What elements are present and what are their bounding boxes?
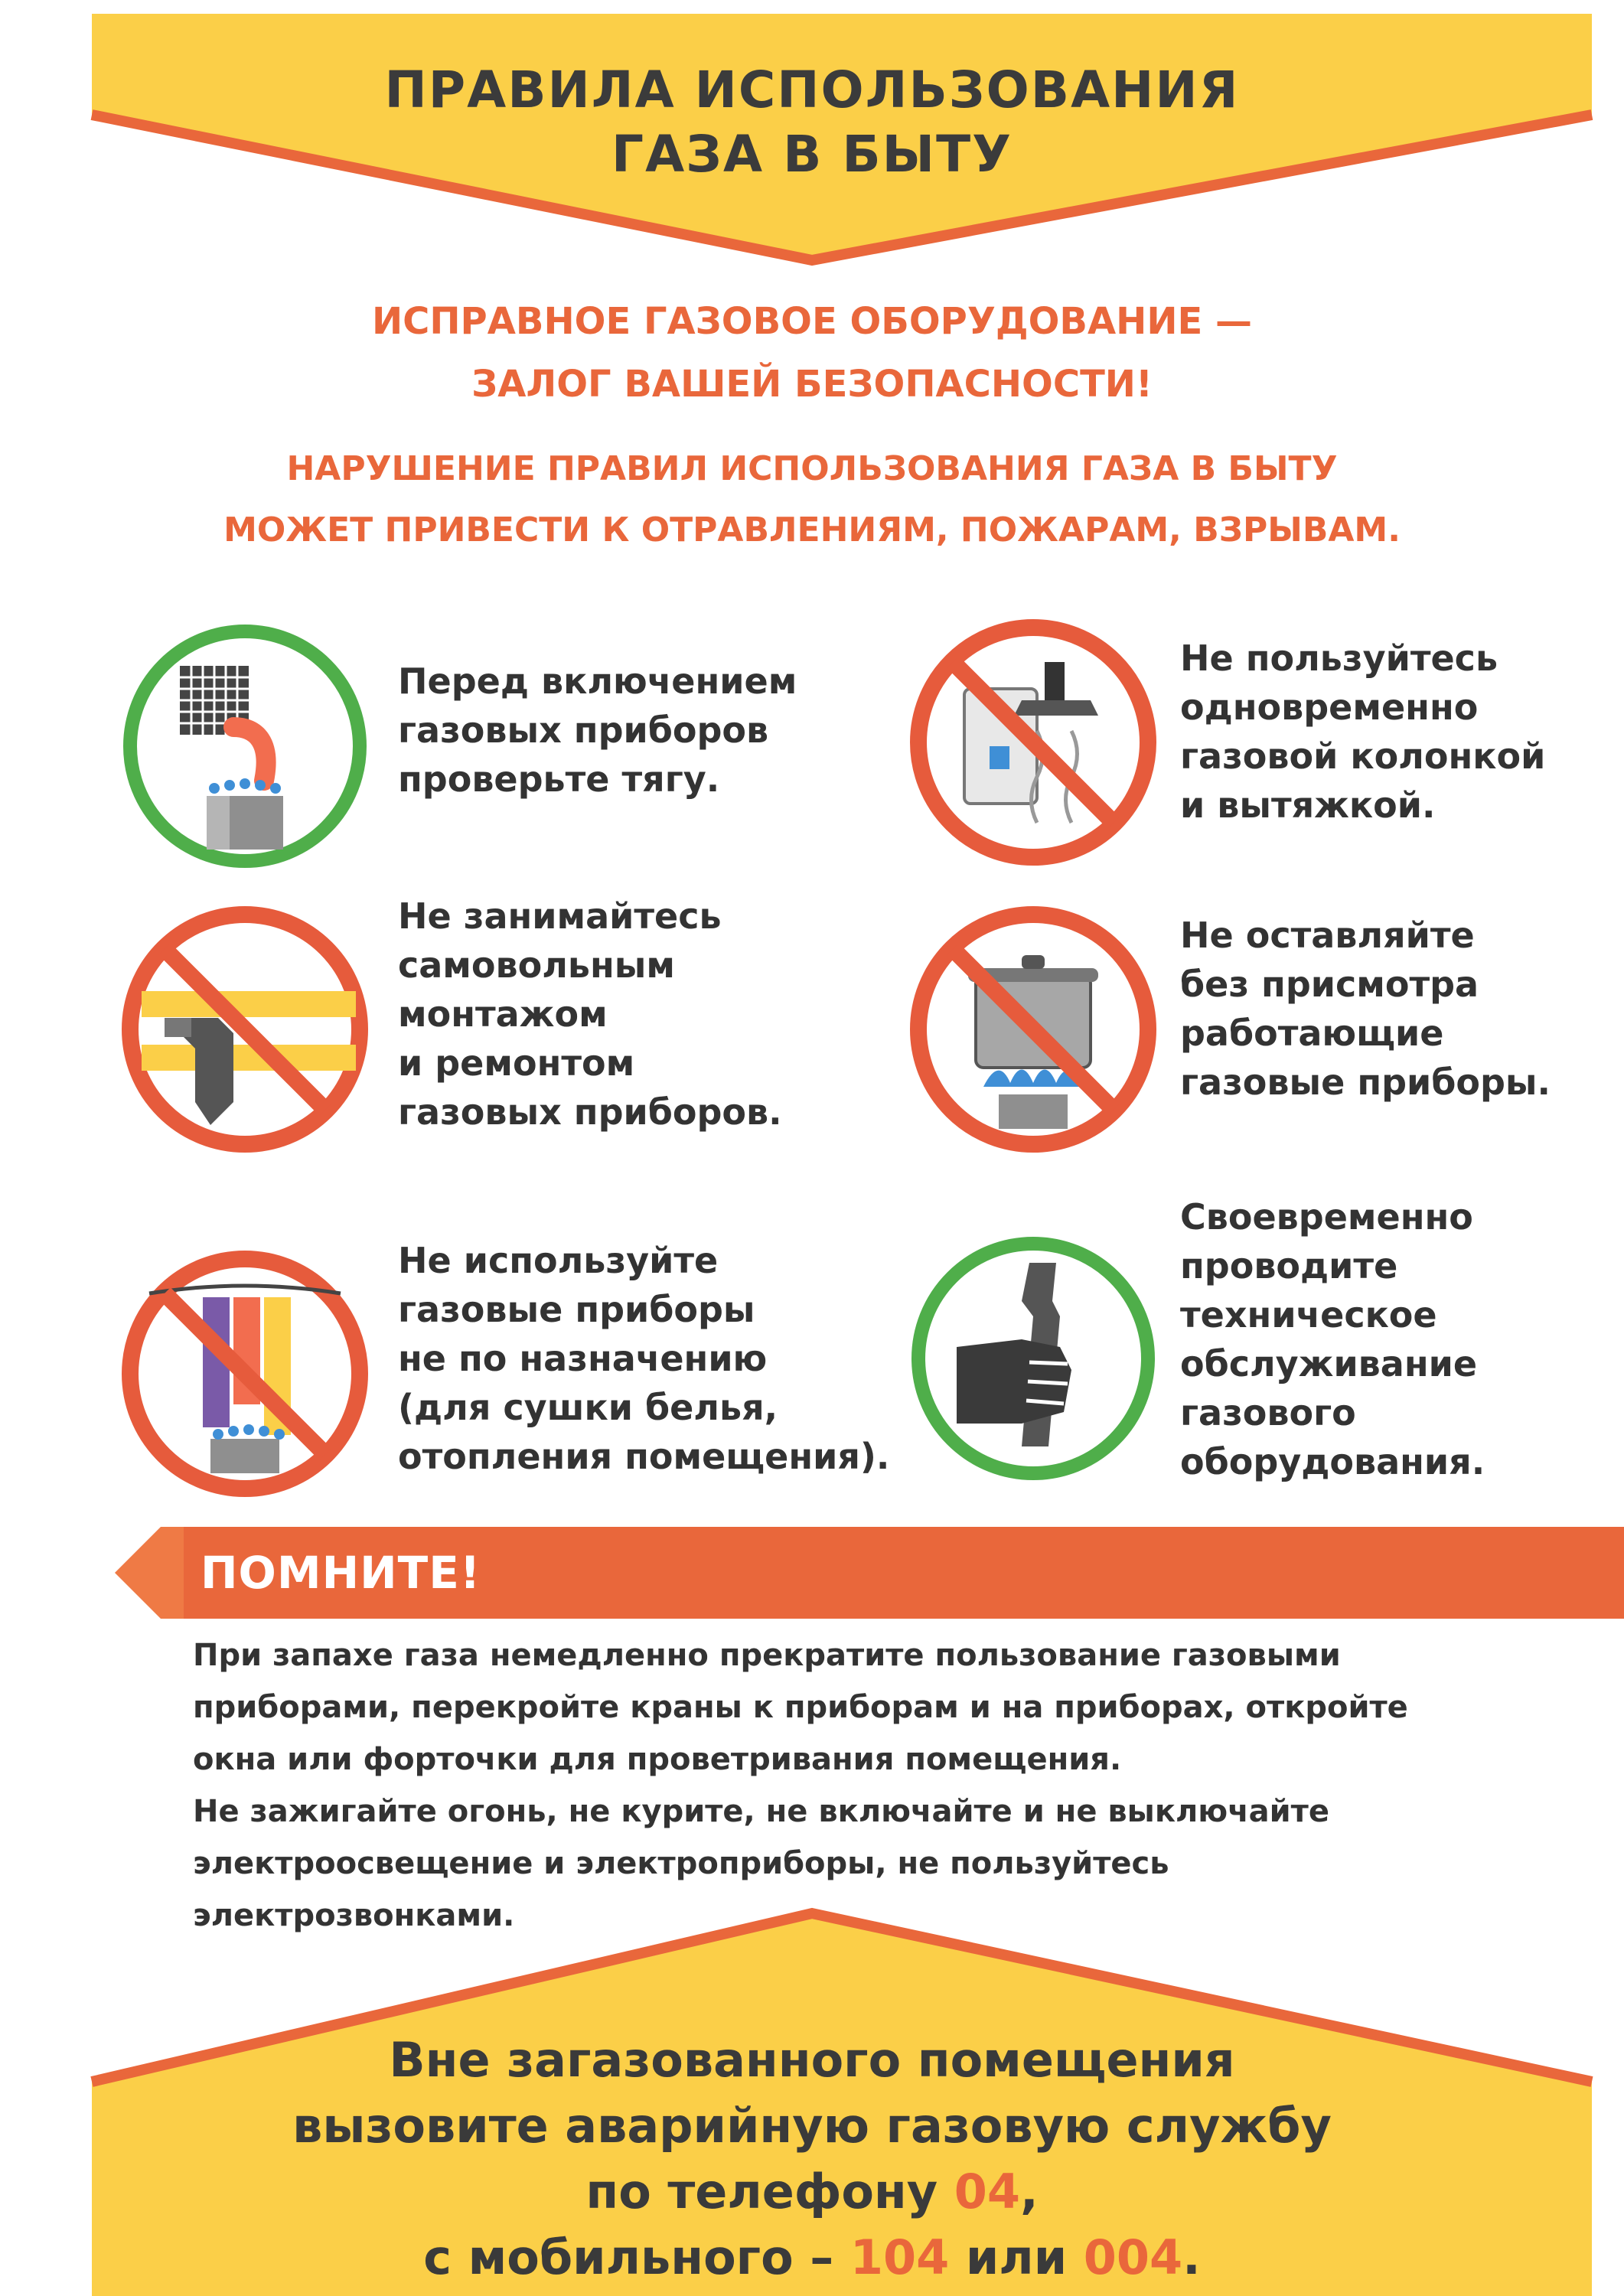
remember-line-2: приборами, перекройте краны к приборам и на приборах, откройте [193, 1690, 1408, 1725]
footer-line-4-suffix: . [1182, 2229, 1201, 2285]
pot-on-burner-icon [907, 903, 1159, 1156]
footer-line-4-middle: или [949, 2229, 1084, 2285]
rule-5-text: Не используйте газовые приборы не по назначению (для сушки белья, отопления помещения). [398, 1240, 890, 1477]
water-heater-and-hood-icon [907, 616, 1159, 869]
wrench-pipe-icon [119, 903, 371, 1156]
remember-title: ПОМНИТЕ! [201, 1547, 481, 1599]
rule-4-text: Не оставляйте без присмотра работающие газовые приборы. [1180, 915, 1551, 1103]
phone-mobile-1: 104 [850, 2229, 950, 2285]
rule-1-text: Перед включением газовых приборов проверьте тягу. [398, 660, 797, 800]
rule-3-text: Не занимайтесь самовольным монтажом и ремонтом газовых приборов. [398, 895, 782, 1133]
phone-landline: 04 [954, 2164, 1021, 2219]
phone-mobile-2: 004 [1083, 2229, 1183, 2285]
rule-6-text: Своевременно проводите техническое обслуживание газового оборудования. [1180, 1196, 1485, 1482]
footer-line-4 [115, 2226, 1509, 2290]
remember-line-5: электроосвещение и электроприборы, не пользуйтесь [193, 1846, 1169, 1881]
laundry-over-burner-icon [119, 1247, 371, 1500]
draft-check-icon [119, 620, 371, 872]
footer-line-1: Вне загазованного помещения [389, 2032, 1235, 2088]
warning-line-2: МОЖЕТ ПРИВЕСТИ К ОТРАВЛЕНИЯМ, ПОЖАРАМ, ВЗРЫВАМ. [223, 510, 1401, 550]
subtitle-line-1: ИСПРАВНОЕ ГАЗОВОЕ ОБОРУДОВАНИЕ — [371, 300, 1252, 343]
footer-line-3 [115, 2160, 1509, 2224]
footer-line-4-prefix: с мобильного – [423, 2229, 850, 2285]
remember-line-6: электрозвонками. [193, 1898, 515, 1933]
warning-line-1: НАРУШЕНИЕ ПРАВИЛ ИСПОЛЬЗОВАНИЯ ГАЗА В БЫТУ [286, 449, 1338, 488]
subtitle-line-2: ЗАЛОГ ВАШЕЙ БЕЗОПАСНОСТИ! [471, 363, 1153, 406]
footer-line-3-prefix: по телефону [585, 2164, 954, 2219]
hand-with-wrench-icon [907, 1232, 1159, 1485]
remember-line-3: окна или форточки для проветривания помещения. [193, 1742, 1122, 1777]
header-title-line-2: ГАЗА В БЫТУ [611, 125, 1013, 184]
footer-line-2: вызовите аварийную газовую службу [292, 2098, 1332, 2154]
remember-line-1: При запахе газа немедленно прекратите пользование газовыми [193, 1638, 1341, 1673]
header-title-line-1: ПРАВИЛА ИСПОЛЬЗОВАНИЯ [384, 60, 1240, 119]
footer-line-3-suffix: , [1020, 2164, 1039, 2219]
rule-2-text: Не пользуйтесь одновременно газовой колонкой и вытяжкой. [1180, 638, 1546, 826]
remember-line-4: Не зажигайте огонь, не курите, не включайте и не выключайте [193, 1794, 1329, 1829]
